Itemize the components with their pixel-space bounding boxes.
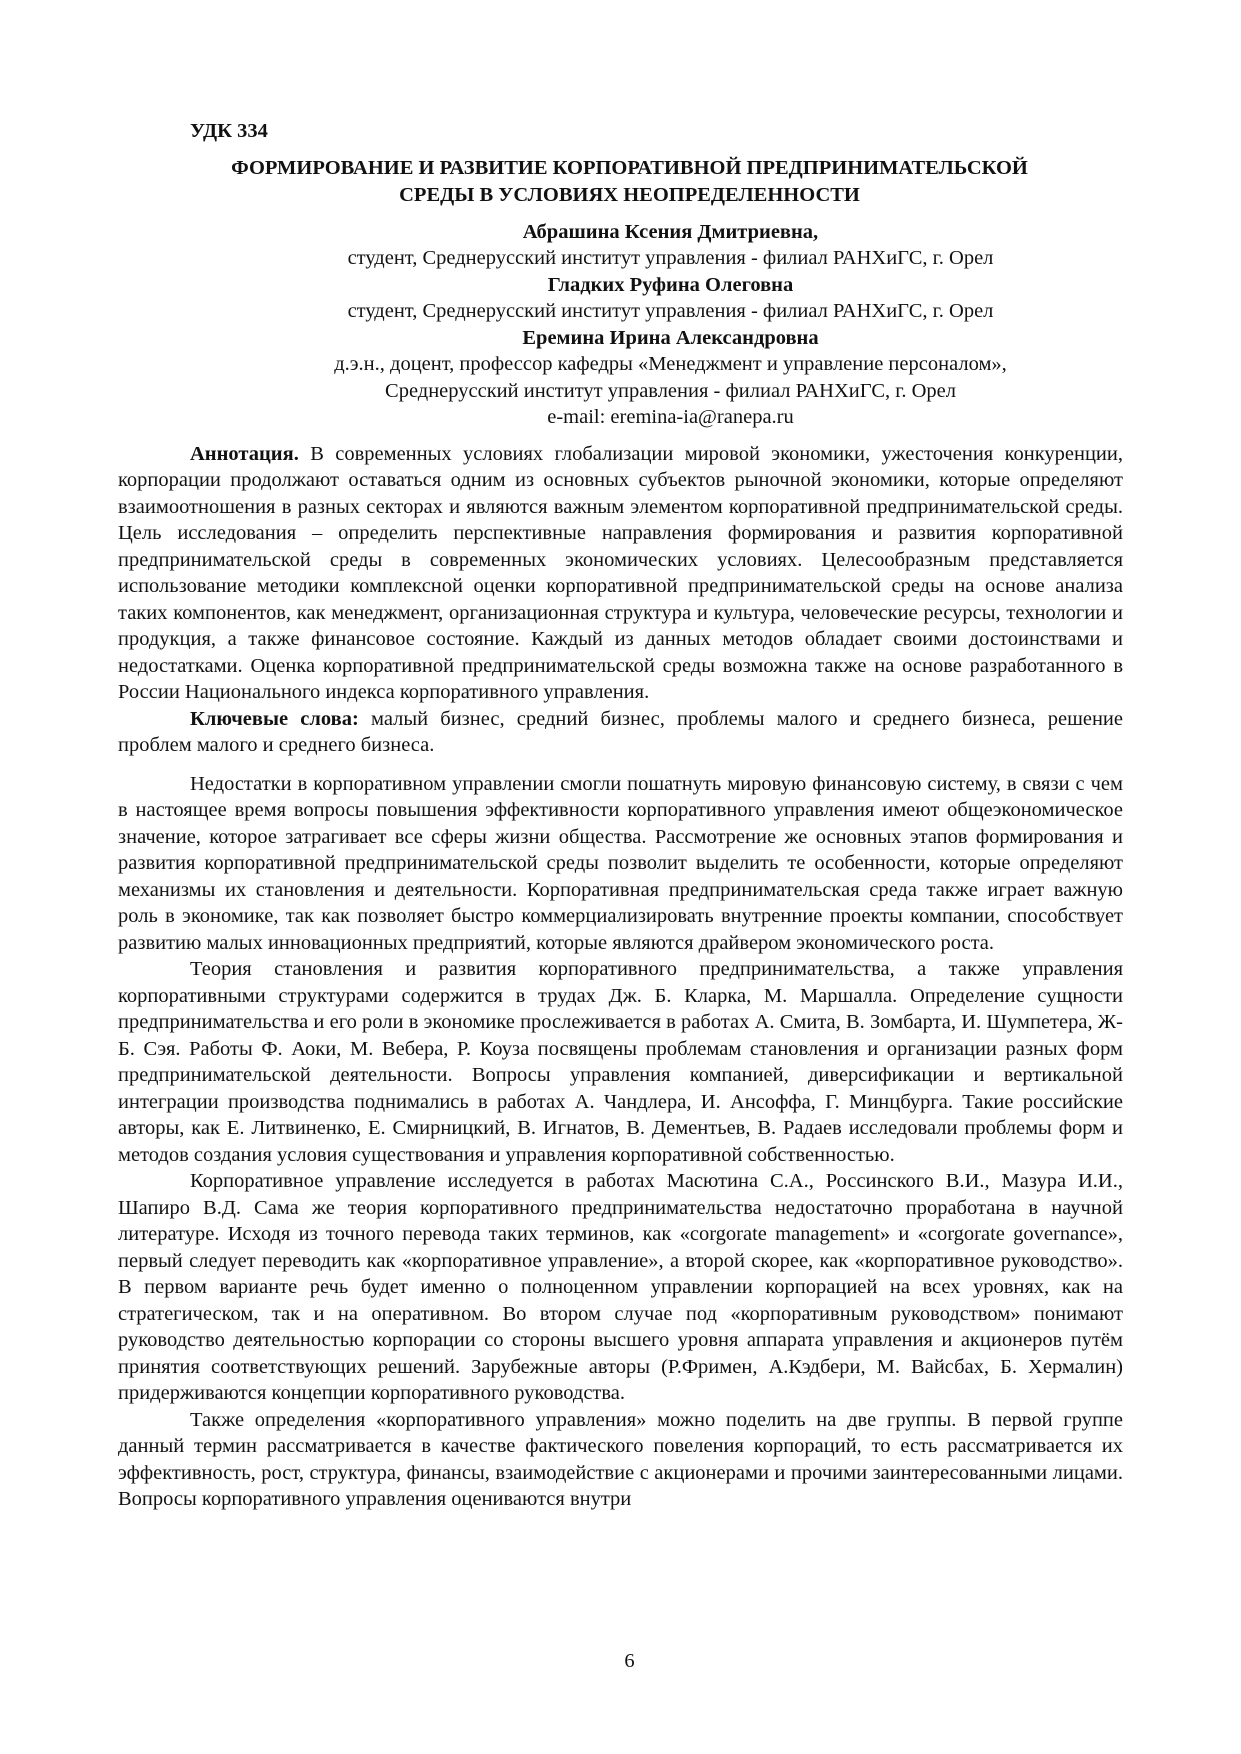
author-affiliation-3-line-2: Среднерусский институт управления - филиал РАНХиГС, г. Орел [385, 379, 956, 402]
author-email: e-mail: eremina-ia@ranepa.ru [547, 406, 794, 428]
abstract-paragraph [118, 441, 1123, 706]
author-affiliation-1: студент, Среднерусский институт управления - филиал РАНХиГС, г. Орел [347, 247, 994, 269]
abstract-text: В современных условиях глобализации мировой экономики, ужесточения конкуренции, корпорации продолжают оставаться одним из основных субъектов рыночной экономики, которые определяют взаимоотношения в разных секторах и являются важным элементом корпоративной предпринимательской среды. Цель исследования – определить перспективные направления формирования и развития корпоративной предпринимательской среды в современных экономических условиях. Целесообразным представляется использование методики комплексной оценки корпоративной предпринимательской среды на основе анализа таких компонентов, как менеджмент, организационная структура и культура, человеческие ресурсы, технологии и продукция, а также финансовое состояние. Каждый из данных методов обладает своими достоинствами и недостатками. Оценка корпоративной предпринимательской среды возможна также на основе разработанного в России Национального индекса корпоративного управления. [118, 442, 1123, 703]
abstract-label: Аннотация. [190, 442, 299, 465]
author-name-3: Еремина Ирина Александровна [522, 326, 819, 349]
paper-title [118, 155, 1123, 209]
body-paragraph: Теория становления и развития корпоративного предпринимательства, а также управления корпоративными структурами содержится в трудах Дж. Б. Кларка, М. Маршалла. Определение сущности предпринимательства и его роли в экономике прослеживается в работах А. Смита, В. Зомбарта, И. Шумпетера, Ж-Б. Сэя. Работы Ф. Аоки, М. Вебера, Р. Коуза посвящены проблемам становления и организации разных форм предпринимательской деятельности. Вопросы управления компанией, диверсификации и вертикальной интеграции производства поднимались в работах А. Чандлера, И. Ансоффа, Г. Минцбурга. Такие российские авторы, как Е. Литвиненко, Е. Смирницкий, В. Игнатов, В. Дементьев, В. Радаев исследовали проблемы форм и методов создания условия существования и управления корпоративной собственностью. [118, 958, 1123, 1166]
keywords-text: малый бизнес, средний бизнес, проблемы малого и среднего бизнеса, решение проблем малого и среднего бизнеса. [118, 707, 1123, 756]
author-name-2: Гладких Руфина Олеговна [547, 273, 794, 296]
body-text [118, 771, 1123, 1513]
author-name-1: Абрашина Ксения Дмитриевна, [522, 220, 819, 243]
keywords-label: Ключевые слова: [190, 707, 359, 730]
title-line-1: ФОРМИРОВАНИЕ И РАЗВИТИЕ КОРПОРАТИВНОЙ ПРЕДПРИНИМАТЕЛЬСКОЙ [231, 156, 1028, 179]
page-number: 6 [624, 1650, 635, 1672]
abstract-section [118, 441, 1123, 759]
body-paragraph: Корпоративное управление исследуется в работах Масютина С.А., Россинского В.И., Мазура И.И., Шапиро В.Д. Сама же теория корпоративного предпринимательства недостаточно проработана в научной литературе. Исходя из точного перевода таких терминов, как «corgorate management» и «corgorate governance», первый следует переводить как «корпоративное управление», а второй скорее, как «корпоративное руководство». В первом варианте речь будет именно о полноценном управлении корпорацией на всех уровнях, как на стратегическом, так и на оперативном. Во втором случае под «корпоративным руководством» понимают руководство деятельностью корпорации со стороны высшего уровня аппарата управления и акционеров путём принятия соответствующих решений. Зарубежные авторы (Р.Фримен, А.Кэдбери, М. Вайсбах, Б. Хермалин) придерживаются концепции корпоративного руководства. [118, 1170, 1123, 1404]
body-paragraph: Недостатки в корпоративном управлении смогли пошатнуть мировую финансовую систему, в связи с чем в настоящее время вопросы повышения эффективности корпоративного управления имеют общеэкономическое значение, которое затрагивает все сферы жизни общества. Рассмотрение же основных этапов формирования и развития корпоративной предпринимательской среды позволит выделить те особенности, которые определяют механизмы их становления и деятельности. Корпоративная предпринимательская среда также играет важную роль в экономике, так как позволяет быстро коммерциализировать внутренние проекты компании, способствует развитию малых инновационных предприятий, которые являются драйвером экономического роста. [118, 772, 1123, 954]
author-affiliation-2: студент, Среднерусский институт управления - филиал РАНХиГС, г. Орел [347, 300, 994, 322]
title-line-2: СРЕДЫ В УСЛОВИЯХ НЕОПРЕДЕЛЕННОСТИ [399, 183, 860, 206]
udk-code: УДК 334 [190, 120, 268, 142]
keywords-paragraph [118, 706, 1123, 759]
author-affiliation-3-line-1: д.э.н., доцент, профессор кафедры «Менеджмент и управление персоналом», [334, 353, 1007, 375]
authors-block [118, 219, 1123, 431]
body-paragraph: Также определения «корпоративного управления» можно поделить на две группы. В первой группе данный термин рассматривается в качестве фактического повеления корпораций, то есть рассматривается их эффективность, рост, структура, финансы, взаимодействие с акционерами и прочими заинтересованными лицами. Вопросы корпоративного управления оцениваются внутри [118, 1408, 1123, 1510]
